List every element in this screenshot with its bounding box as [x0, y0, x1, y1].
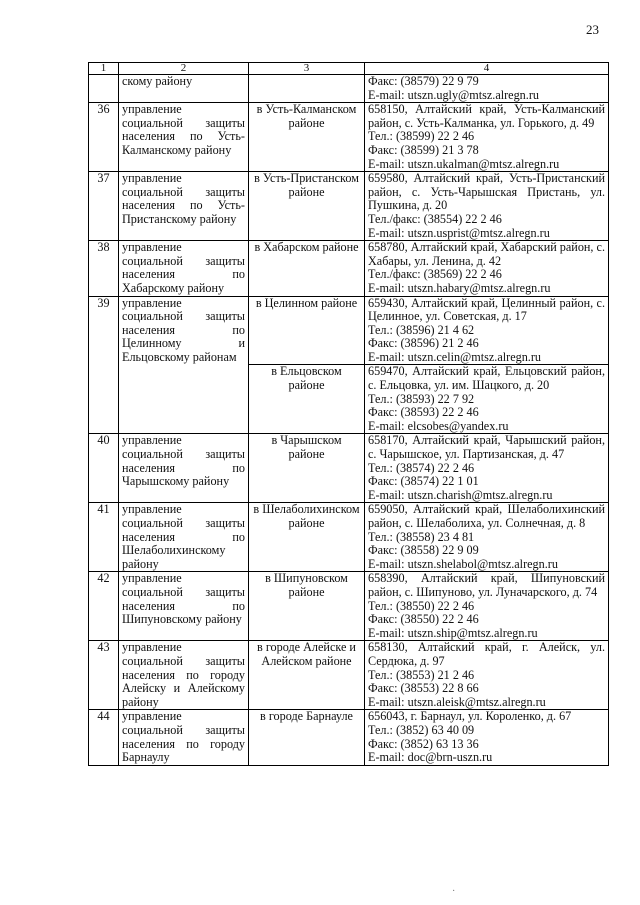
organization-name-line: управление социальной защиты населения по городу Барнаулу — [122, 709, 245, 765]
row-number — [89, 75, 119, 103]
table-row — [89, 241, 609, 296]
contact-details-line: E-mail: utszn.ugly@mtsz.alregn.ru — [368, 87, 539, 102]
service-area-line: в Усть-Пристанском районе — [254, 171, 359, 199]
contact-details-line: 659050, Алтайский край, Шелаболихинский район, с. Шелаболиха, ул. Солнечная, д. 8 — [368, 502, 605, 530]
service-area — [249, 296, 365, 365]
contact-details — [365, 434, 609, 503]
contact-details — [365, 172, 609, 241]
service-area — [249, 241, 365, 296]
service-area-line: в Целинном районе — [255, 295, 358, 310]
contact-details-line: Факс: (38593) 22 2 46 — [368, 405, 479, 420]
organization-name-line: управление социальной защиты населения по Шипуновскому району — [122, 571, 245, 627]
table-row — [89, 103, 609, 172]
contact-details-line: 658130, Алтайский край, г. Алейск, ул. Сердюка, д. 97 — [368, 640, 605, 668]
organization-name-line: управление социальной защиты населения по Шелаболихинскому району — [122, 502, 245, 571]
service-area-line: в Ельцовском районе — [271, 364, 342, 393]
table-row — [89, 434, 609, 503]
organization-name-line: управление социальной защиты населения по городу Алейску и Алейскому району — [122, 640, 245, 709]
contact-details-line: 658170, Алтайский край, Чарышский район, с. Чарышское, ул. Партизанская, д. 47 — [368, 433, 605, 462]
row-number: 44 — [89, 710, 119, 765]
contact-details — [365, 103, 609, 172]
organization-name-line: управление социальной защиты населения по Усть-Пристанскому району — [122, 171, 245, 226]
service-area — [249, 641, 365, 710]
table-row — [89, 572, 609, 641]
contact-details — [365, 503, 609, 572]
organization-name — [119, 572, 249, 641]
contact-details-line: Факс: (38558) 22 9 09 — [368, 543, 479, 558]
institutions-table — [88, 62, 609, 766]
contact-details-line: Факс: (38579) 22 9 79 — [368, 74, 479, 88]
contact-details — [365, 641, 609, 710]
organization-name-line: управление социальной защиты населения по Чарышскому району — [122, 433, 245, 489]
table-body — [89, 75, 609, 766]
contact-details-line: Тел.: (38558) 23 4 81 — [368, 529, 475, 544]
column-number-row — [89, 63, 609, 75]
organization-name — [119, 503, 249, 572]
table-row — [89, 503, 609, 572]
row-number: 40 — [89, 434, 119, 503]
contact-details-line: 659430, Алтайский край, Целинный район, с. Целинное, ул. Советская, д. 17 — [368, 295, 605, 324]
contact-details-line: 656043, г. Барнаул, ул. Короленко, д. 67 — [368, 709, 572, 724]
table-row — [89, 641, 609, 710]
row-number: 39 — [89, 296, 119, 434]
row-number: 42 — [89, 572, 119, 641]
contact-details-line: E-mail: utszn.shelabol@mtsz.alregn.ru — [368, 556, 558, 571]
service-area — [249, 434, 365, 503]
contact-details — [365, 710, 609, 765]
contact-details-line: E-mail: elcsobes@yandex.ru — [368, 418, 509, 433]
contact-details-line: 659580, Алтайский край, Усть-Пристанский район, с. Усть-Чарышская Пристань, ул. Пушкина, д. 20 — [368, 171, 605, 213]
contact-details-line: Тел.: (38599) 22 2 46 — [368, 129, 475, 144]
contact-details-line: Тел.: (38550) 22 2 46 — [368, 598, 475, 613]
contact-details-line: E-mail: utszn.ship@mtsz.alregn.ru — [368, 625, 538, 640]
contact-details-line: Тел.: (38553) 21 2 46 — [368, 667, 475, 682]
contact-details-line: Тел.: (38574) 22 2 46 — [368, 460, 475, 475]
table-row — [89, 75, 609, 103]
contact-details-line: 658150, Алтайский край, Усть-Калманский район, с. Усть-Калманка, ул. Горького, д. 49 — [368, 102, 605, 130]
organization-name — [119, 241, 249, 296]
row-number: 43 — [89, 641, 119, 710]
service-area — [249, 172, 365, 241]
contact-details-line: 658390, Алтайский край, Шипуновский район, с. Шипуново, ул. Луначарского, д. 74 — [368, 571, 605, 599]
contact-details — [365, 75, 609, 103]
organization-name — [119, 434, 249, 503]
scan-mark: · — [452, 886, 456, 897]
table-row — [89, 296, 609, 365]
service-area-line: в Шелаболихинском районе — [253, 502, 360, 530]
row-number: 37 — [89, 172, 119, 241]
contact-details-line: Факс: (38550) 22 2 46 — [368, 612, 479, 627]
contact-details-line: Факс: (38599) 21 3 78 — [368, 142, 479, 157]
service-area-line: в городе Алейске и Алейском районе — [257, 640, 356, 668]
organization-name — [119, 710, 249, 765]
contact-details-line: Тел.: (38593) 22 7 92 — [368, 391, 475, 406]
service-area — [249, 365, 365, 434]
table-row — [89, 710, 609, 765]
column-number: 1 — [89, 63, 119, 75]
contact-details-line: Факс: (38553) 22 8 66 — [368, 681, 479, 696]
service-area — [249, 572, 365, 641]
row-number: 38 — [89, 241, 119, 296]
organization-name-line: управление социальной защиты населения по Целинному и Ельцовскому районам — [122, 295, 245, 364]
service-area — [249, 103, 365, 172]
contact-details-line: Факс: (38596) 21 2 46 — [368, 336, 479, 351]
column-number: 2 — [119, 63, 249, 75]
organization-name-line: управление социальной защиты населения по Усть-Калманскому району — [122, 102, 245, 157]
contact-details-line: Тел.: (3852) 63 40 09 — [368, 722, 475, 737]
organization-name — [119, 75, 249, 103]
contact-details — [365, 296, 609, 365]
contact-details-line: 658780, Алтайский край, Хабарский район, с. Хабары, ул. Ленина, д. 42 — [368, 240, 605, 268]
organization-name-line: скому району — [122, 74, 193, 88]
row-number: 36 — [89, 103, 119, 172]
column-number: 3 — [249, 63, 365, 75]
contact-details — [365, 572, 609, 641]
organization-name-line: управление социальной защиты населения по Хабарскому району — [122, 240, 245, 295]
contact-details-line: E-mail: doc@brn-uszn.ru — [368, 750, 493, 765]
contact-details-line: Факс: (3852) 63 13 36 — [368, 736, 479, 751]
organization-name — [119, 296, 249, 434]
organization-name — [119, 641, 249, 710]
contact-details-line: E-mail: utszn.celin@mtsz.alregn.ru — [368, 349, 541, 364]
table-row — [89, 172, 609, 241]
contact-details-line: E-mail: utszn.ukalman@mtsz.alregn.ru — [368, 156, 560, 171]
service-area-line: в Шипуновском районе — [265, 571, 348, 599]
service-area — [249, 710, 365, 765]
contact-details — [365, 365, 609, 434]
service-area-line: в городе Барнауле — [260, 709, 353, 724]
organization-name — [119, 172, 249, 241]
contact-details-line: E-mail: utszn.aleisk@mtsz.alregn.ru — [368, 694, 546, 709]
service-area-line: в Хабарском районе — [254, 240, 359, 255]
contact-details-line: E-mail: utszn.habary@mtsz.alregn.ru — [368, 280, 551, 295]
contact-details-line: 659470, Алтайский край, Ельцовский район, с. Ельцовка, ул. им. Шацкого, д. 20 — [368, 364, 605, 393]
contact-details-line: E-mail: utszn.usprist@mtsz.alregn.ru — [368, 225, 550, 240]
contact-details-line: Тел./факс: (38554) 22 2 46 — [368, 211, 502, 226]
contact-details-line: E-mail: utszn.charish@mtsz.alregn.ru — [368, 487, 553, 502]
contact-details-line: Факс: (38574) 22 1 01 — [368, 474, 479, 489]
organization-name — [119, 103, 249, 172]
service-area — [249, 503, 365, 572]
contact-details-line: Тел.: (38596) 21 4 62 — [368, 322, 475, 337]
row-number: 41 — [89, 503, 119, 572]
service-area-line: в Усть-Калманском районе — [256, 102, 357, 130]
service-area-line: в Чарышском районе — [271, 433, 342, 462]
service-area — [249, 75, 365, 103]
column-number: 4 — [365, 63, 609, 75]
page-number: 23 — [586, 22, 599, 37]
contact-details-line: Тел./факс: (38569) 22 2 46 — [368, 267, 502, 282]
contact-details — [365, 241, 609, 296]
